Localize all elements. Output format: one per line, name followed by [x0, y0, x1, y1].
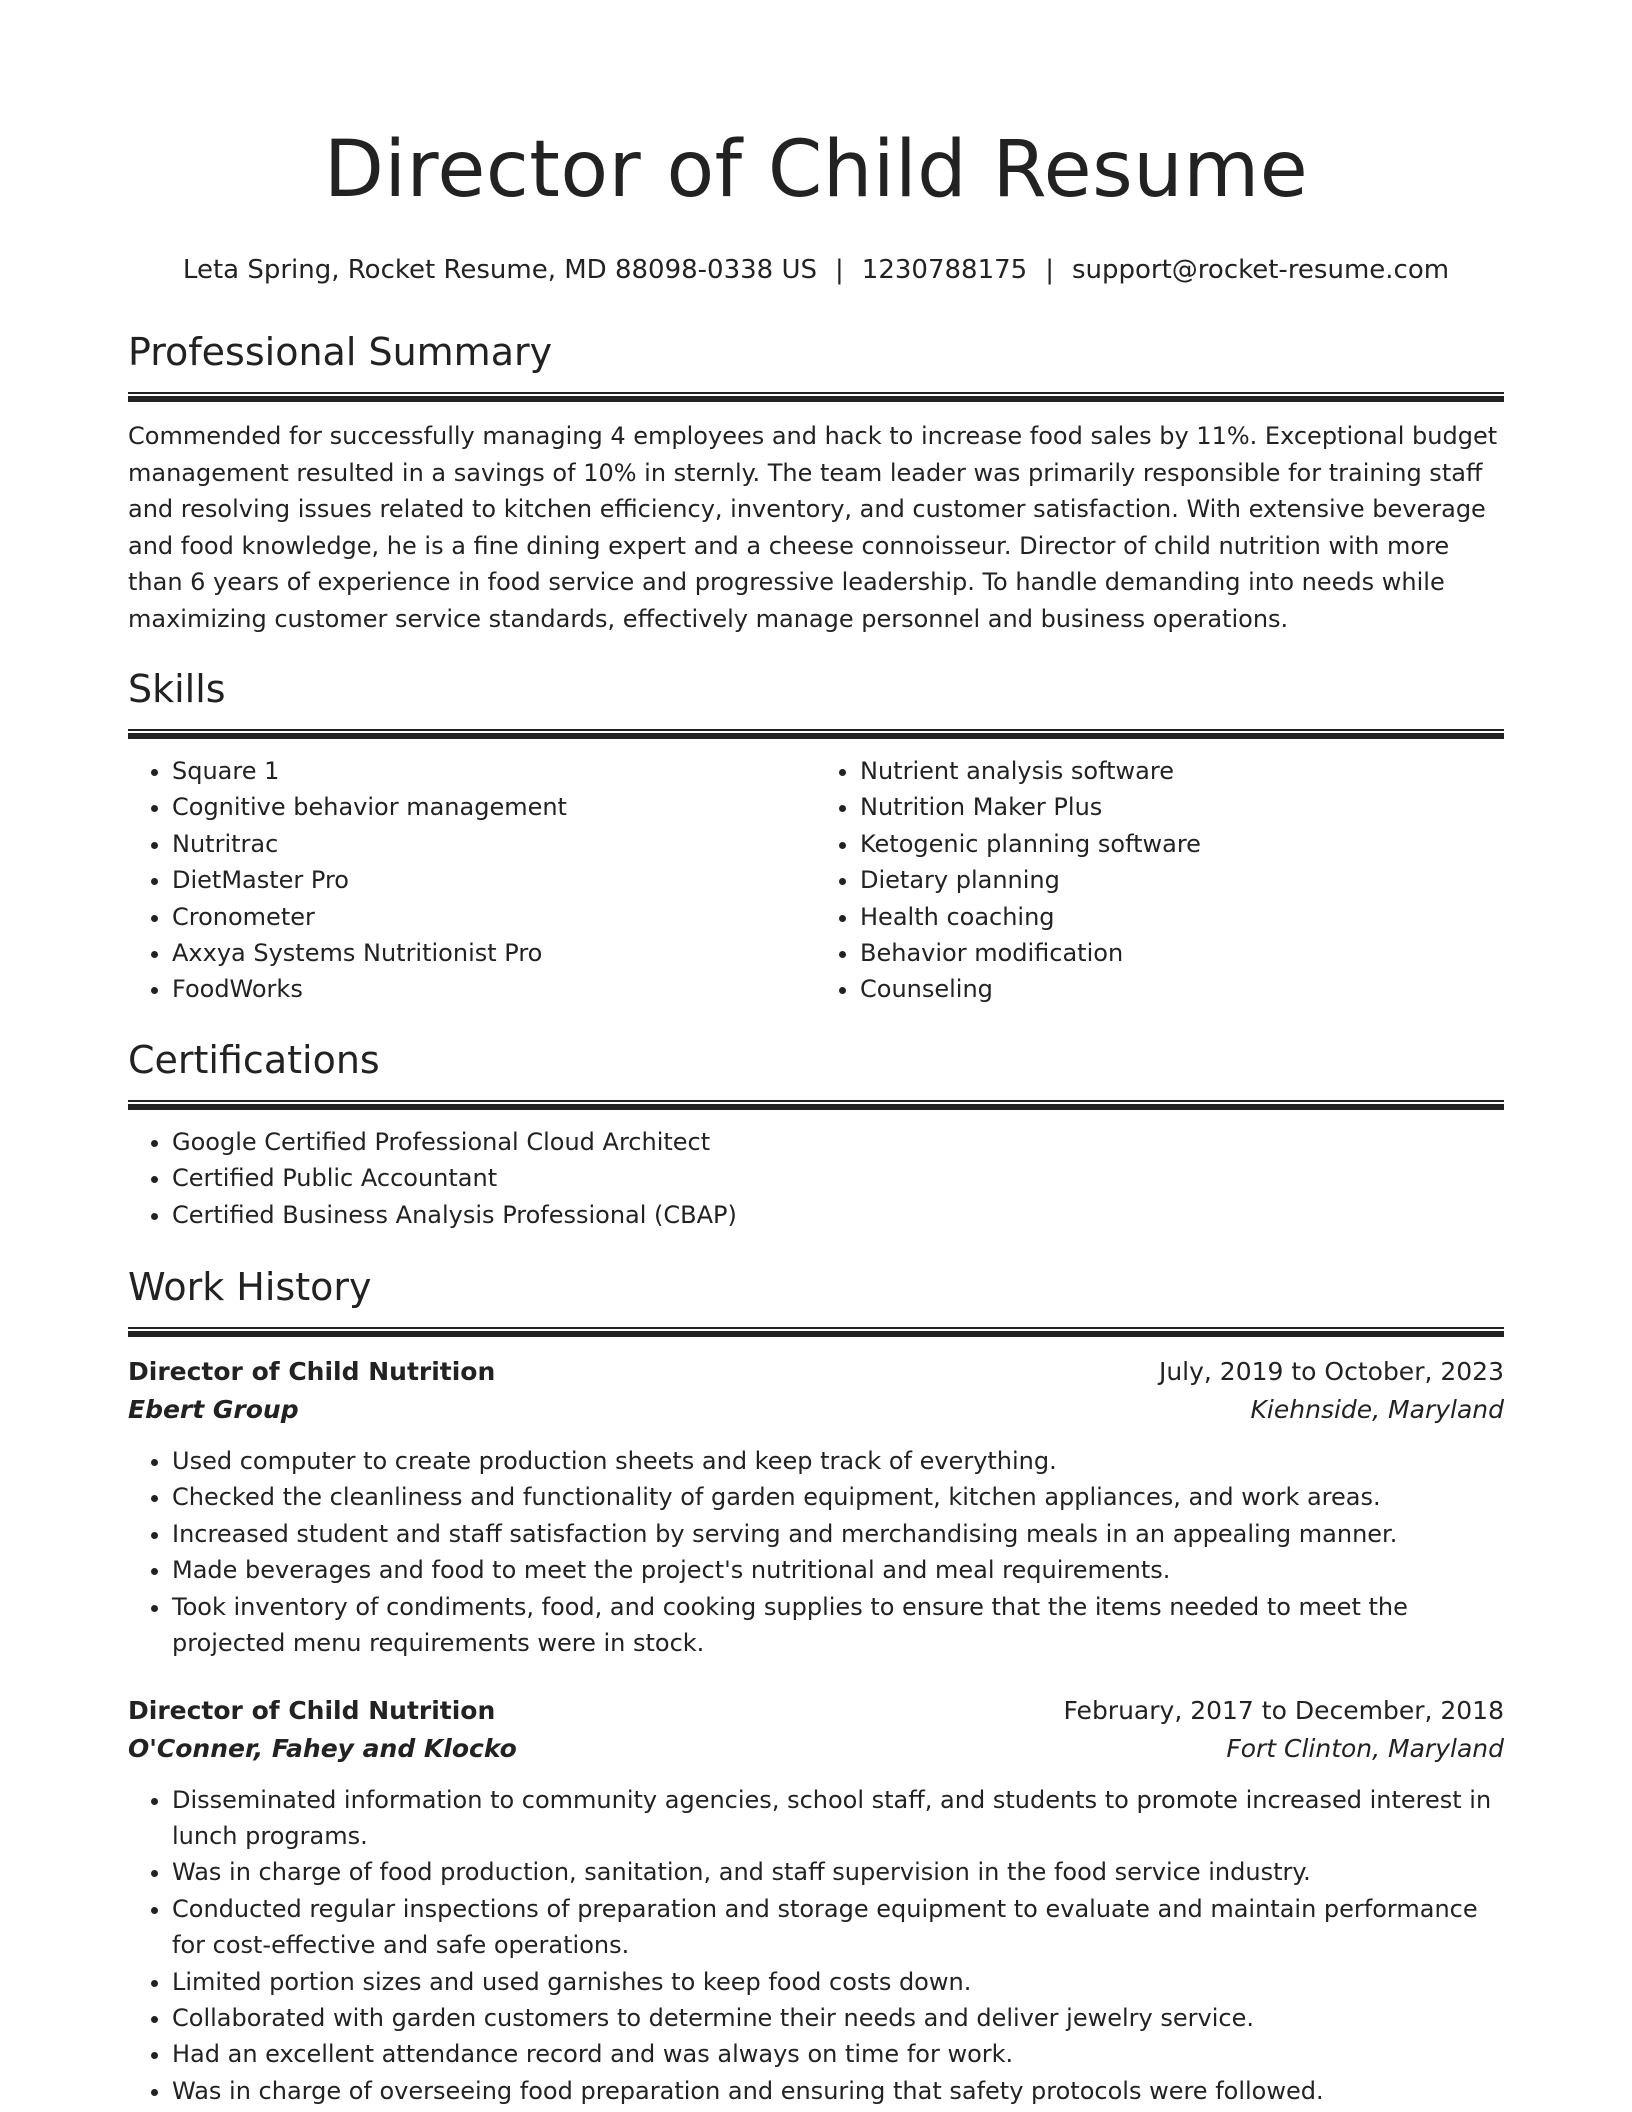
- job-dates: July, 2019 to October, 2023: [1158, 1357, 1504, 1387]
- job-bullet: • Increased student and staff satisfaction by serving and merchandising meals in an appealing manner.: [172, 1516, 1504, 1552]
- job-bullet: • Had an excellent attendance record and was always on time for work.: [172, 2036, 1504, 2072]
- certification-item: • Google Certified Professional Cloud Architect: [172, 1124, 1504, 1160]
- job-company: O'Conner, Fahey and Klocko: [128, 1733, 517, 1763]
- job-bullets: [128, 1443, 1504, 1661]
- contact-line: [128, 252, 1504, 288]
- skill-item: • Cronometer: [172, 899, 816, 935]
- job-location: Kiehnside, Maryland: [1250, 1395, 1504, 1425]
- skills-grid: [128, 753, 1504, 1008]
- contact-separator: |: [835, 255, 844, 285]
- job-bullet: • Was in charge of overseeing food preparation and ensuring that safety protocols were followed.: [172, 2073, 1504, 2109]
- job-subheader: [128, 1730, 1504, 1768]
- job-bullet: • Conducted regular inspections of preparation and storage equipment to evaluate and maintain performance for cost-effective and safe operations.: [172, 1891, 1504, 1964]
- job-bullet: • Disseminated information to community agencies, school staff, and students to promote increased interest in lunch programs.: [172, 1782, 1504, 1855]
- skill-item: • Axxya Systems Nutritionist Pro: [172, 935, 816, 971]
- section-divider: [128, 1327, 1504, 1337]
- certifications-section: [128, 1034, 1504, 1233]
- skill-item: • Nutrient analysis software: [860, 753, 1504, 789]
- skill-item: • Cognitive behavior management: [172, 789, 816, 825]
- job-title: Director of Child Nutrition: [128, 1357, 496, 1387]
- job-title: Director of Child Nutrition: [128, 1695, 496, 1725]
- job-bullet: • Collaborated with garden customers to determine their needs and deliver jewelry service.: [172, 2000, 1504, 2036]
- job-bullet: • Checked the cleanliness and functionality of garden equipment, kitchen appliances, and work areas.: [172, 1479, 1504, 1515]
- work-history-heading: Work History: [128, 1265, 372, 1310]
- section-divider: [128, 1100, 1504, 1110]
- contact-address: Leta Spring, Rocket Resume, MD 88098-0338 US: [182, 255, 818, 285]
- contact-phone[interactable]: 1230788175: [861, 255, 1028, 285]
- skill-item: • Counseling: [860, 971, 1504, 1007]
- skill-item: • Dietary planning: [860, 862, 1504, 898]
- skills-list-left: [128, 753, 816, 1008]
- skill-item: • Square 1: [172, 753, 816, 789]
- skill-item: • FoodWorks: [172, 971, 816, 1007]
- job-bullet: • Limited portion sizes and used garnishes to keep food costs down.: [172, 1964, 1504, 2000]
- job-bullet: • Made beverages and food to meet the project's nutritional and meal requirements.: [172, 1552, 1504, 1588]
- job-entry: [128, 1353, 1504, 1661]
- job-dates: February, 2017 to December, 2018: [1063, 1695, 1504, 1725]
- skill-item: • Nutritrac: [172, 826, 816, 862]
- skills-heading: Skills: [128, 667, 226, 711]
- certification-item: • Certified Public Accountant: [172, 1160, 1504, 1196]
- job-bullet: • Took inventory of condiments, food, and cooking supplies to ensure that the items needed to meet the projected menu requirements were in stock.: [172, 1589, 1504, 1662]
- skill-item: • Nutrition Maker Plus: [860, 789, 1504, 825]
- job-bullet: • Was in charge of food production, sanitation, and staff supervision in the food service industry.: [172, 1854, 1504, 1890]
- summary-section: [128, 326, 1504, 637]
- job-bullet: • Used computer to create production sheets and keep track of everything.: [172, 1443, 1504, 1479]
- job-header: [128, 1353, 1504, 1391]
- job-header: [128, 1692, 1504, 1730]
- certifications-heading: Certifications: [128, 1037, 380, 1082]
- certification-item: • Certified Business Analysis Professional (CBAP): [172, 1197, 1504, 1233]
- summary-text: Commended for successfully managing 4 employees and hack to increase food sales by 11%. Exceptional budget management resulted in a savings of 10% in sternly. The team leader was primarily responsible for training staff and resolving issues related to kitchen efficiency, inventory, and customer satisfaction. With extensive beverage and food knowledge, he is a fine dining expert and a cheese connoisseur. Director of child nutrition with more than 6 years of experience in food service and progressive leadership. To handle demanding into needs while maximizing customer service standards, effectively manage personnel and business operations.: [128, 422, 1498, 633]
- skill-item: • Behavior modification: [860, 935, 1504, 971]
- section-divider: [128, 729, 1504, 739]
- skill-item: • DietMaster Pro: [172, 862, 816, 898]
- job-bullets: [128, 1782, 1504, 2110]
- contact-separator: |: [1045, 255, 1054, 285]
- skills-list-right: [816, 753, 1504, 1008]
- skill-item: • Health coaching: [860, 899, 1504, 935]
- summary-heading: Professional Summary: [128, 330, 553, 374]
- contact-email[interactable]: support@rocket-resume.com: [1071, 255, 1450, 285]
- skills-section: [128, 663, 1504, 1008]
- job-company: Ebert Group: [128, 1395, 299, 1425]
- resume-title: Director of Child Resume: [323, 125, 1309, 215]
- job-entry: [128, 1692, 1504, 2110]
- job-location: Fort Clinton, Maryland: [1226, 1733, 1504, 1763]
- certifications-list: [128, 1124, 1504, 1233]
- job-subheader: [128, 1391, 1504, 1429]
- work-history-section: [128, 1261, 1504, 2109]
- skill-item: • Ketogenic planning software: [860, 826, 1504, 862]
- section-divider: [128, 392, 1504, 402]
